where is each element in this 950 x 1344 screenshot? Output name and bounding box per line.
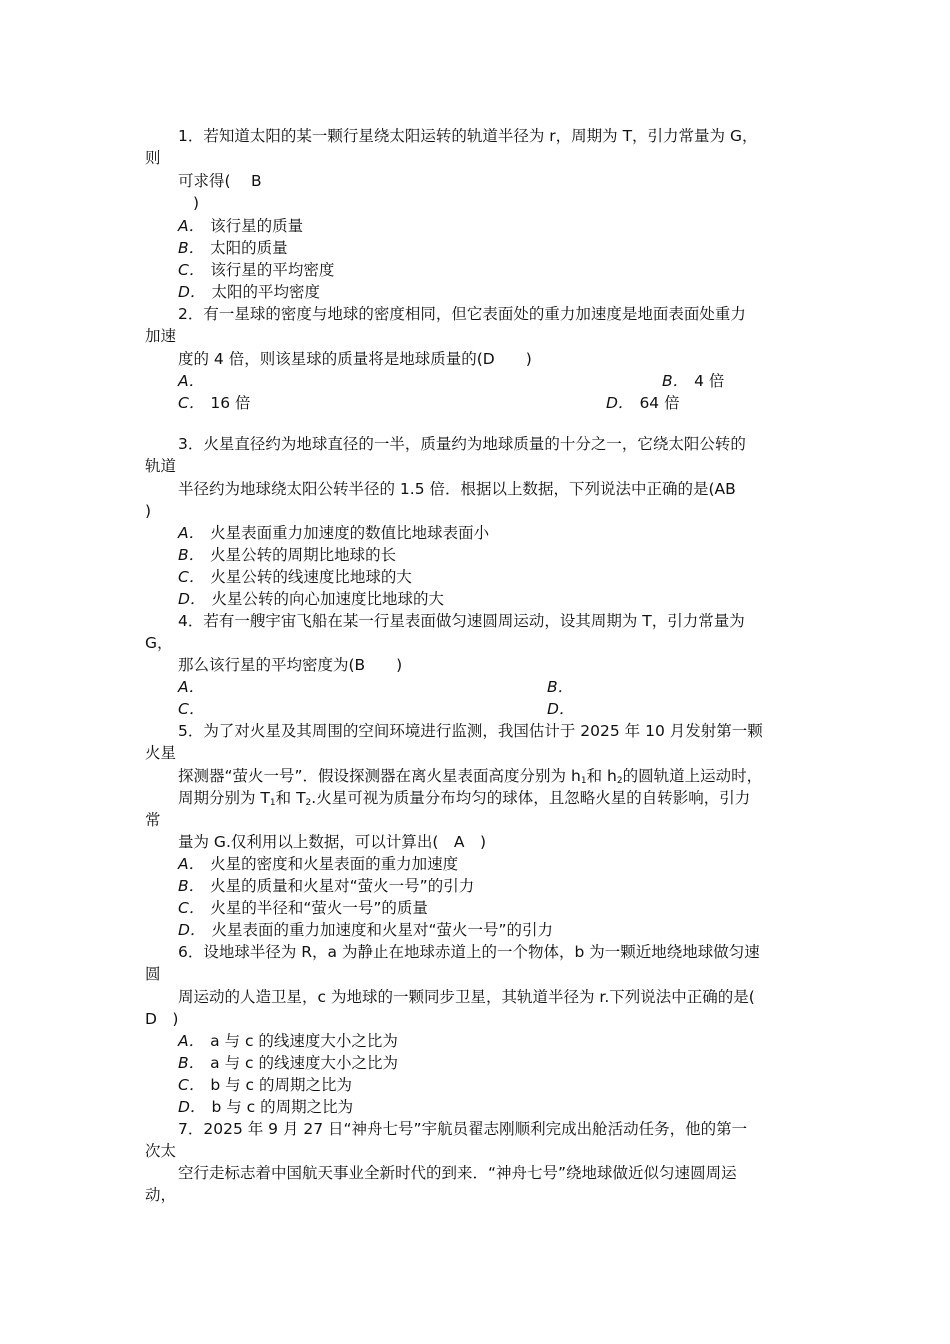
q1-stem-line1: 1．若知道太阳的某一颗行星绕太阳运转的轨道半径为 r，周期为 T，引力常量为 G， [178, 127, 758, 145]
q4-stem-line1: 4．若有一艘宇宙飞船在某一行星表面做匀速圆周运动，设其周期为 T，引力常量为 [178, 612, 745, 630]
q6-option-d: D． b 与 c 的周期之比为 [178, 1098, 354, 1116]
q4-stem-line3: 那么该行星的平均密度为(B ) [178, 656, 403, 674]
q4-option-d: D． [547, 700, 575, 718]
q2-option-a: A． [178, 372, 205, 390]
q1-option-c: C． 该行星的平均密度 [178, 261, 335, 279]
q6-option-c: C． b 与 c 的周期之比为 [178, 1076, 352, 1094]
q1-option-b: B． 太阳的质量 [178, 239, 288, 257]
q6-option-a: A． a 与 c 的线速度大小之比为 [178, 1032, 398, 1050]
q1-option-a: A． 该行星的质量 [178, 217, 304, 235]
q3-stem-line4: ) [145, 502, 152, 520]
q3-option-d: D． 火星公转的向心加速度比地球的大 [178, 590, 444, 608]
q7-stem-line4: 动， [145, 1186, 177, 1204]
q5-stem-line2: 火星 [145, 744, 177, 762]
q2-option-b: B． 4 倍 [662, 372, 725, 390]
q1-stem-line4: ) [193, 194, 200, 212]
q2-option-c: C． 16 倍 [178, 394, 251, 412]
q5-stem-line5: 常 [145, 811, 161, 829]
q5-option-d: D． 火星表面的重力加速度和火星对“萤火一号”的引力 [178, 921, 553, 939]
q2-stem-line3: 度的 4 倍，则该星球的质量将是地球质量的(D ) [178, 350, 532, 368]
q4-option-b: B． [547, 678, 574, 696]
q5-stem-line1: 5．为了对火星及其周围的空间环境进行监测，我国估计于 2025 年 10 月发射第一颗 [178, 722, 763, 740]
q6-stem-line1: 6．设地球半径为 R，a 为静止在地球赤道上的一个物体，b 为一颗近地绕地球做匀速 [178, 943, 760, 961]
q5-stem-line6: 量为 G.仅利用以上数据，可以计算出( A ) [178, 833, 487, 851]
q4-option-c: C． [178, 700, 205, 718]
q6-stem-line2: 圆 [145, 965, 161, 983]
q1-stem-line3: 可求得( B [178, 172, 262, 190]
q5-option-c: C． 火星的半径和“萤火一号”的质量 [178, 899, 428, 917]
q7-stem-line3: 空行走标志着中国航天事业全新时代的到来．“神舟七号”绕地球做近似匀速圆周运 [178, 1164, 737, 1182]
q3-option-c: C． 火星公转的线速度比地球的大 [178, 568, 412, 586]
q6-stem-line4: D ) [145, 1010, 179, 1028]
q2-option-d: D． 64 倍 [606, 394, 680, 412]
q1-stem-line2: 则 [145, 149, 161, 167]
q2-stem-line1: 2．有一星球的密度与地球的密度相同，但它表面处的重力加速度是地面表面处重力 [178, 305, 746, 323]
q7-stem-line2: 次太 [145, 1142, 177, 1160]
q4-option-a: A． [178, 678, 205, 696]
q5-stem-line3: 探测器“萤火一号”．假设探测器在离火星表面高度分别为 $h_1$和 $h_2$的圆轨道上运动时， [178, 767, 763, 786]
q5-stem-line4: 周期分别为 $T_1$和 $T_2$.火星可视为质量分布均匀的球体，且忽略火星的自转影响，引力 [178, 789, 751, 808]
q6-stem-line3: 周运动的人造卫星，c 为地球的一颗同步卫星，其轨道半径为 r.下列说法中正确的是( [178, 988, 755, 1006]
q6-option-b: B． a 与 c 的线速度大小之比为 [178, 1054, 398, 1072]
q5-option-b: B． 火星的质量和火星对“萤火一号”的引力 [178, 877, 475, 895]
q3-stem-line3: 半径约为地球绕太阳公转半径的 1.5 倍．根据以上数据，下列说法中正确的是(AB [178, 480, 736, 498]
q5-option-a: A． 火星的密度和火星表面的重力加速度 [178, 855, 459, 873]
q2-stem-line2: 加速 [145, 327, 177, 345]
q4-stem-line2: G， [145, 634, 173, 652]
q7-stem-line1: 7．2025 年 9 月 27 日“神舟七号”宇航员翟志刚顺利完成出舱活动任务，他的第一 [178, 1120, 748, 1138]
q3-option-a: A． 火星表面重力加速度的数值比地球表面小 [178, 524, 490, 542]
q3-option-b: B． 火星公转的周期比地球的长 [178, 546, 397, 564]
q3-stem-line1: 3．火星直径约为地球直径的一半，质量约为地球质量的十分之一，它绕太阳公转的 [178, 435, 746, 453]
q3-stem-line2: 轨道 [145, 457, 177, 475]
q1-option-d: D． 太阳的平均密度 [178, 283, 320, 301]
